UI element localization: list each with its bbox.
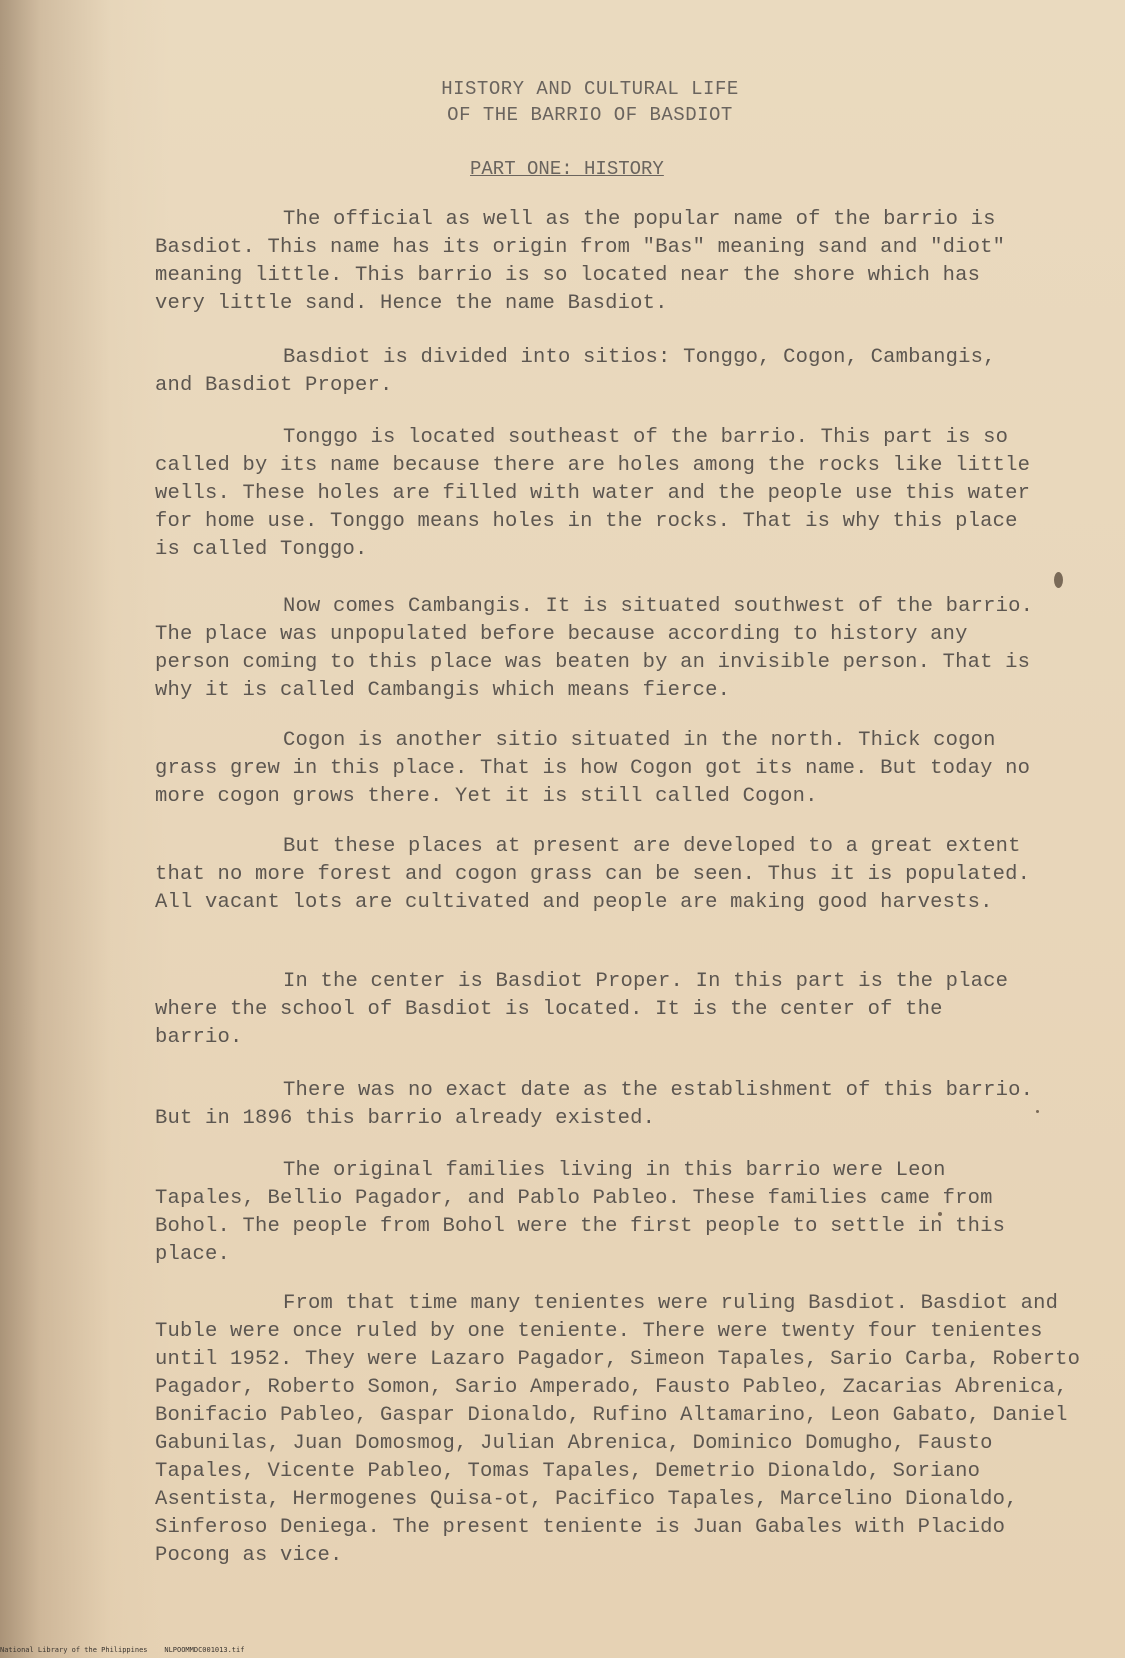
- paragraph-text: In the center is Basdiot Proper. In this part is the place where the school of Basdiot is located. It is the center of the barrio.: [155, 970, 1009, 1049]
- paragraph-5: [155, 727, 1035, 811]
- paragraph-9: [155, 1157, 1035, 1269]
- paragraph-text: The official as well as the popular name of the barrio is Basdiot. This name has its origin from "Bas" meaning sand and "diot" meaning little. This barrio is so located near the shore which has very little sand. Hence the name Basdiot.: [155, 208, 1006, 315]
- paragraph-10: [155, 1290, 1085, 1570]
- paragraph-8: [155, 1077, 1035, 1133]
- paragraph-text: Tonggo is located southeast of the barrio. This part is so called by its name because there are holes among the rocks like little wells. These holes are filled with water and the people use this water for home use. Tonggo means holes in the rocks. That is why this place is called Tonggo.: [155, 426, 1031, 561]
- paragraph-3: [155, 424, 1035, 564]
- paragraph-7: [155, 968, 1035, 1052]
- paragraph-text: But these places at present are developed to a great extent that no more forest and cogon grass can be seen. Thus it is populated. All vacant lots are cultivated and people are making good harvests.: [155, 835, 1031, 914]
- paragraph-text: The original families living in this barrio were Leon Tapales, Bellio Pagador, and Pablo Pableo. These families came from Bohol. The people from Bohol were the first people to settle in this place.: [155, 1159, 1006, 1266]
- paragraph-2: [155, 344, 1035, 400]
- paragraph-text: From that time many tenientes were ruling Basdiot. Basdiot and Tuble were once ruled by one teniente. There were twenty four tenientes until 1952. They were Lazaro Pagador, Simeon Tapales, Sario Carba, Roberto Pagador, Roberto Somon, Sario Amperado, Fausto Pableo, Zacarias Abrenica, Bonifacio Pableo, Gaspar Dionaldo, Rufino Altamarino, Leon Gabato, Daniel Gabunilas, Juan Domosmog, Julian Abrenica, Dominico Domugho, Fausto Tapales, Vicente Pableo, Tomas Tapales, Demetrio Dionaldo, Soriano Asentista, Hermogenes Quisa-ot, Pacifico Tapales, Marcelino Dionaldo, Sinferoso Deniega. The present teniente is Juan Gabales with Placido Pocong as vice.: [155, 1292, 1081, 1567]
- paragraph-4: [155, 593, 1035, 705]
- ink-spot: [1036, 1110, 1039, 1113]
- document-title-line-2: OF THE BARRIO OF BASDIOT: [447, 104, 733, 126]
- paragraph-text: Cogon is another sitio situated in the north. Thick cogon grass grew in this place. That is how Cogon got its name. But today no more cogon grows there. Yet it is still called Cogon.: [155, 729, 1031, 808]
- part-heading: PART ONE: HISTORY: [470, 158, 664, 180]
- paragraph-text: There was no exact date as the establishment of this barrio. But in 1896 this barrio already existed.: [155, 1079, 1034, 1130]
- paragraph-1: [155, 206, 1035, 318]
- paragraph-text: Now comes Cambangis. It is situated southwest of the barrio. The place was unpopulated before because according to history any person coming to this place was beaten by an invisible person. That is why it is called Cambangis which means fierce.: [155, 595, 1034, 702]
- scan-footer: National Library of the Philippines NLPOOMMDC001013.tif: [0, 1646, 245, 1654]
- ink-spot: [1054, 572, 1063, 588]
- paragraph-6: [155, 833, 1035, 917]
- document-title-line-1: HISTORY AND CULTURAL LIFE: [441, 78, 739, 100]
- paragraph-text: Basdiot is divided into sitios: Tonggo, Cogon, Cambangis, and Basdiot Proper.: [155, 346, 996, 397]
